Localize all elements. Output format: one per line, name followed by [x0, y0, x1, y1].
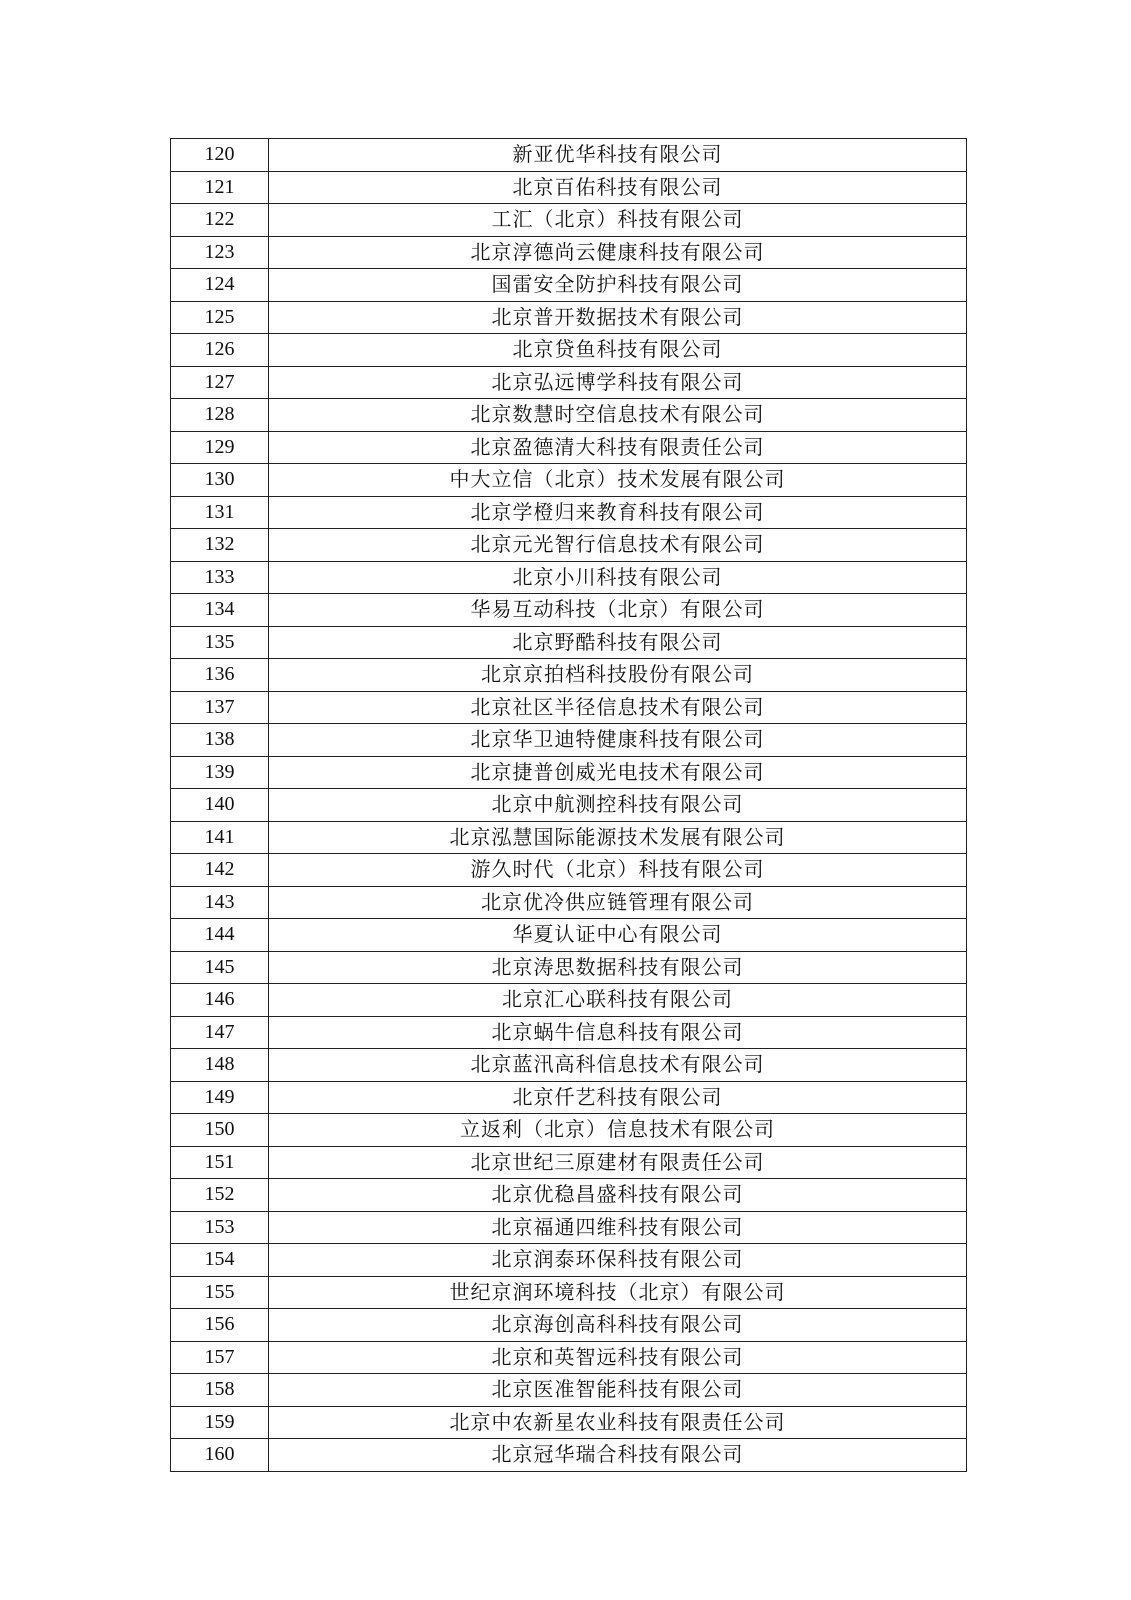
company-name-cell: 北京普开数据技术有限公司 — [269, 301, 967, 334]
row-number-cell: 124 — [171, 269, 269, 302]
company-name-cell: 北京优稳昌盛科技有限公司 — [269, 1179, 967, 1212]
company-name-cell: 北京冠华瑞合科技有限公司 — [269, 1439, 967, 1472]
company-name-cell: 北京福通四维科技有限公司 — [269, 1211, 967, 1244]
table-row — [171, 1081, 967, 1114]
company-name-cell: 北京优冷供应链管理有限公司 — [269, 886, 967, 919]
table-row — [171, 171, 967, 204]
row-number-cell: 145 — [171, 951, 269, 984]
company-name-cell: 北京华卫迪特健康科技有限公司 — [269, 724, 967, 757]
company-name-cell: 北京医准智能科技有限公司 — [269, 1374, 967, 1407]
company-name-cell: 北京野酷科技有限公司 — [269, 626, 967, 659]
row-number-cell: 155 — [171, 1276, 269, 1309]
table-row — [171, 366, 967, 399]
row-number-cell: 160 — [171, 1439, 269, 1472]
company-name-cell: 北京海创高科科技有限公司 — [269, 1309, 967, 1342]
row-number-cell: 126 — [171, 334, 269, 367]
row-number-cell: 138 — [171, 724, 269, 757]
company-name-cell: 北京学橙归来教育科技有限公司 — [269, 496, 967, 529]
company-name-cell: 北京淳德尚云健康科技有限公司 — [269, 236, 967, 269]
company-name-cell: 北京润泰环保科技有限公司 — [269, 1244, 967, 1277]
table-row — [171, 496, 967, 529]
row-number-cell: 153 — [171, 1211, 269, 1244]
table-row — [171, 659, 967, 692]
row-number-cell: 122 — [171, 204, 269, 237]
company-name-cell: 新亚优华科技有限公司 — [269, 139, 967, 172]
company-name-cell: 北京捷普创威光电技术有限公司 — [269, 756, 967, 789]
row-number-cell: 144 — [171, 919, 269, 952]
table-row — [171, 399, 967, 432]
row-number-cell: 141 — [171, 821, 269, 854]
table-row — [171, 1016, 967, 1049]
row-number-cell: 133 — [171, 561, 269, 594]
row-number-cell: 157 — [171, 1341, 269, 1374]
row-number-cell: 127 — [171, 366, 269, 399]
company-name-cell: 北京蜗牛信息科技有限公司 — [269, 1016, 967, 1049]
row-number-cell: 158 — [171, 1374, 269, 1407]
table-row — [171, 1276, 967, 1309]
table-row — [171, 919, 967, 952]
company-name-cell: 北京蓝汛高科信息技术有限公司 — [269, 1049, 967, 1082]
table-row — [171, 139, 967, 172]
company-list-table — [170, 138, 967, 1472]
row-number-cell: 140 — [171, 789, 269, 822]
company-name-cell: 北京京拍档科技股份有限公司 — [269, 659, 967, 692]
company-name-cell: 立返利（北京）信息技术有限公司 — [269, 1114, 967, 1147]
table-row — [171, 464, 967, 497]
row-number-cell: 139 — [171, 756, 269, 789]
row-number-cell: 136 — [171, 659, 269, 692]
company-name-cell: 华夏认证中心有限公司 — [269, 919, 967, 952]
table-row — [171, 1406, 967, 1439]
row-number-cell: 123 — [171, 236, 269, 269]
company-name-cell: 游久时代（北京）科技有限公司 — [269, 854, 967, 887]
table-row — [171, 724, 967, 757]
row-number-cell: 142 — [171, 854, 269, 887]
table-row — [171, 301, 967, 334]
table-row — [171, 886, 967, 919]
row-number-cell: 120 — [171, 139, 269, 172]
company-name-cell: 北京元光智行信息技术有限公司 — [269, 529, 967, 562]
company-name-cell: 北京世纪三原建材有限责任公司 — [269, 1146, 967, 1179]
row-number-cell: 143 — [171, 886, 269, 919]
company-name-cell: 华易互动科技（北京）有限公司 — [269, 594, 967, 627]
company-name-cell: 北京泓慧国际能源技术发展有限公司 — [269, 821, 967, 854]
table-row — [171, 269, 967, 302]
company-name-cell: 北京弘远博学科技有限公司 — [269, 366, 967, 399]
table-row — [171, 854, 967, 887]
table-row — [171, 789, 967, 822]
table-row — [171, 1244, 967, 1277]
company-name-cell: 中大立信（北京）技术发展有限公司 — [269, 464, 967, 497]
row-number-cell: 154 — [171, 1244, 269, 1277]
company-name-cell: 北京社区半径信息技术有限公司 — [269, 691, 967, 724]
table-row — [171, 236, 967, 269]
table-row — [171, 1179, 967, 1212]
row-number-cell: 156 — [171, 1309, 269, 1342]
table-row — [171, 1374, 967, 1407]
row-number-cell: 121 — [171, 171, 269, 204]
row-number-cell: 146 — [171, 984, 269, 1017]
company-name-cell: 北京数慧时空信息技术有限公司 — [269, 399, 967, 432]
company-name-cell: 北京中航测控科技有限公司 — [269, 789, 967, 822]
table-row — [171, 626, 967, 659]
table-row — [171, 431, 967, 464]
row-number-cell: 147 — [171, 1016, 269, 1049]
company-name-cell: 北京仟艺科技有限公司 — [269, 1081, 967, 1114]
row-number-cell: 128 — [171, 399, 269, 432]
company-name-cell: 北京和英智远科技有限公司 — [269, 1341, 967, 1374]
company-name-cell: 世纪京润环境科技（北京）有限公司 — [269, 1276, 967, 1309]
company-name-cell: 工汇（北京）科技有限公司 — [269, 204, 967, 237]
table-row — [171, 1114, 967, 1147]
row-number-cell: 152 — [171, 1179, 269, 1212]
table-row — [171, 1309, 967, 1342]
company-name-cell: 北京汇心联科技有限公司 — [269, 984, 967, 1017]
table-row — [171, 691, 967, 724]
company-name-cell: 北京贷鱼科技有限公司 — [269, 334, 967, 367]
table-row — [171, 1211, 967, 1244]
row-number-cell: 150 — [171, 1114, 269, 1147]
row-number-cell: 135 — [171, 626, 269, 659]
table-row — [171, 984, 967, 1017]
table-row — [171, 1439, 967, 1472]
table-row — [171, 756, 967, 789]
company-name-cell: 北京百佑科技有限公司 — [269, 171, 967, 204]
table-row — [171, 529, 967, 562]
table-row — [171, 1146, 967, 1179]
row-number-cell: 132 — [171, 529, 269, 562]
table-row — [171, 594, 967, 627]
table-row — [171, 561, 967, 594]
row-number-cell: 159 — [171, 1406, 269, 1439]
company-name-cell: 北京盈德清大科技有限责任公司 — [269, 431, 967, 464]
row-number-cell: 137 — [171, 691, 269, 724]
row-number-cell: 129 — [171, 431, 269, 464]
table-row — [171, 821, 967, 854]
table-row — [171, 334, 967, 367]
row-number-cell: 148 — [171, 1049, 269, 1082]
company-name-cell: 北京中农新星农业科技有限责任公司 — [269, 1406, 967, 1439]
table-row — [171, 951, 967, 984]
company-name-cell: 国雷安全防护科技有限公司 — [269, 269, 967, 302]
table-row — [171, 204, 967, 237]
company-name-cell: 北京小川科技有限公司 — [269, 561, 967, 594]
company-name-cell: 北京涛思数据科技有限公司 — [269, 951, 967, 984]
row-number-cell: 131 — [171, 496, 269, 529]
row-number-cell: 149 — [171, 1081, 269, 1114]
row-number-cell: 125 — [171, 301, 269, 334]
row-number-cell: 134 — [171, 594, 269, 627]
table-row — [171, 1049, 967, 1082]
row-number-cell: 151 — [171, 1146, 269, 1179]
table-body — [171, 139, 967, 1472]
table-row — [171, 1341, 967, 1374]
row-number-cell: 130 — [171, 464, 269, 497]
